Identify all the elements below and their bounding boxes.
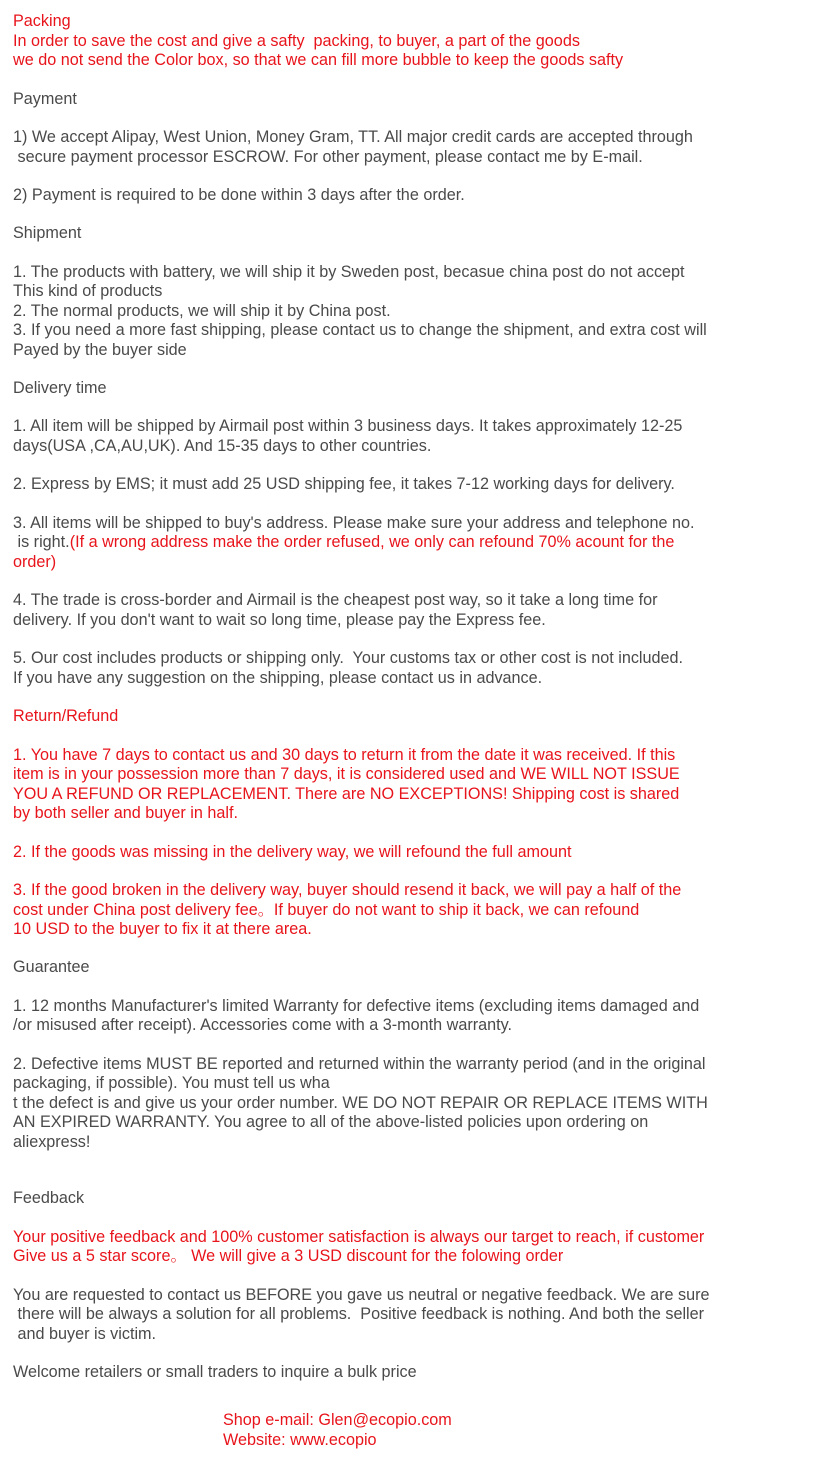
text-line bbox=[13, 669, 542, 689]
text-line bbox=[13, 958, 90, 978]
text-line bbox=[13, 1074, 330, 1094]
line-text: order) bbox=[13, 553, 57, 571]
text-line bbox=[13, 765, 680, 785]
line-text: In order to save the cost and give a safty packing, to buyer, a part of the goods bbox=[13, 32, 580, 50]
text-line bbox=[13, 12, 71, 32]
shop-website: Website: www.ecopio bbox=[223, 1431, 377, 1449]
line-text: 1. You have 7 days to contact us and 30 days to return it from the date it was received. If this bbox=[13, 746, 676, 764]
text-line bbox=[13, 881, 681, 901]
line-text: Feedback bbox=[13, 1189, 85, 1207]
text-line bbox=[13, 302, 391, 322]
text-line bbox=[13, 128, 693, 148]
line-text: Payment bbox=[13, 90, 77, 108]
line-text: Shipment bbox=[13, 224, 82, 242]
text-line bbox=[13, 1189, 84, 1209]
line-text: This kind of products bbox=[13, 282, 163, 300]
text-line bbox=[13, 1133, 90, 1153]
text-line bbox=[13, 341, 187, 361]
line-text: Return/Refund bbox=[13, 707, 119, 725]
line-text: 2) Payment is required to be done within 3 days after the order. bbox=[13, 186, 465, 204]
line-text: 2. If the goods was missing in the delivery way, we will refound the full amount bbox=[13, 843, 572, 861]
line-text: delivery. If you don't want to wait so long time, please pay the Express fee. bbox=[13, 611, 546, 629]
line-text: is right. bbox=[13, 533, 70, 551]
text-line bbox=[13, 1094, 708, 1114]
line-text: there will be always a solution for all problems. Positive feedback is nothing. And both the seller bbox=[13, 1305, 705, 1323]
text-line bbox=[13, 1363, 417, 1383]
line-text: 1. The products with battery, we will ship it by Sweden post, becasue china post do not accept bbox=[13, 263, 685, 281]
text-line bbox=[13, 379, 107, 399]
line-text: t the defect is and give us your order number. WE DO NOT REPAIR OR REPLACE ITEMS WITH bbox=[13, 1094, 708, 1112]
line-text: /or misused after receipt). Accessories come with a 3-month warranty. bbox=[13, 1016, 512, 1034]
text-line bbox=[13, 785, 679, 805]
text-line bbox=[13, 437, 431, 457]
line-text: 1) We accept Alipay, West Union, Money Gram, TT. All major credit cards are accepted through bbox=[13, 128, 693, 146]
text-line bbox=[13, 224, 81, 244]
line-text: Packing bbox=[13, 12, 71, 30]
text-line bbox=[13, 1228, 704, 1248]
line-text: If you have any suggestion on the shipping, please contact us in advance. bbox=[13, 669, 543, 687]
text-line bbox=[13, 321, 707, 341]
text-line bbox=[13, 148, 643, 168]
line-text: we do not send the Color box, so that we can fill more bubble to keep the goods safty bbox=[13, 51, 624, 69]
text-line bbox=[13, 553, 56, 573]
line-text: 2. The normal products, we will ship it by China post. bbox=[13, 302, 391, 320]
text-line bbox=[13, 1055, 706, 1075]
line-text: Payed by the buyer side bbox=[13, 341, 187, 359]
text-line bbox=[13, 1113, 648, 1133]
text-line bbox=[13, 51, 623, 71]
text-line bbox=[13, 1305, 704, 1325]
text-line bbox=[13, 263, 685, 283]
line-text: Give us a 5 star score。 We will give a 3 USD discount for the folowing order bbox=[13, 1247, 564, 1265]
line-text: AN EXPIRED WARRANTY. You agree to all of the above-listed policies upon ordering on bbox=[13, 1113, 649, 1131]
text-line bbox=[13, 746, 675, 766]
text-line bbox=[13, 901, 639, 921]
line-text: 2. Defective items MUST BE reported and returned within the warranty period (and in the original bbox=[13, 1055, 706, 1073]
text-line bbox=[13, 997, 699, 1017]
line-text: 4. The trade is cross-border and Airmail is the cheapest post way, so it take a long time for bbox=[13, 591, 658, 609]
text-line bbox=[13, 1247, 563, 1267]
line-text: 10 USD to the buyer to fix it at there area. bbox=[13, 920, 312, 938]
text-line bbox=[13, 32, 580, 52]
line-text: cost under China post delivery fee。If buyer do not want to ship it back, we can refound bbox=[13, 901, 640, 919]
text-line bbox=[13, 591, 658, 611]
line-text: item is in your possession more than 7 days, it is considered used and WE WILL NOT ISSUE bbox=[13, 765, 680, 783]
line-text: 3. All items will be shipped to buy's address. Please make sure your address and telephone no. bbox=[13, 514, 695, 532]
text-line bbox=[13, 514, 695, 534]
text-line bbox=[13, 920, 312, 940]
text-line bbox=[13, 1325, 156, 1345]
line-text: secure payment processor ESCROW. For other payment, please contact me by E-mail. bbox=[13, 148, 643, 166]
line-text: 3. If the good broken in the delivery way, buyer should resend it back, we will pay a half of the bbox=[13, 881, 682, 899]
text-line bbox=[13, 475, 675, 495]
line-text: You are requested to contact us BEFORE you gave us neutral or negative feedback. We are sure bbox=[13, 1286, 710, 1304]
text-line bbox=[13, 533, 674, 553]
line-text: Delivery time bbox=[13, 379, 107, 397]
line-text: by both seller and buyer in half. bbox=[13, 804, 238, 822]
line-text: aliexpress! bbox=[13, 1133, 91, 1151]
shop-email: Shop e-mail: Glen@ecopio.com bbox=[223, 1411, 452, 1429]
line-text: YOU A REFUND OR REPLACEMENT. There are NO EXCEPTIONS! Shipping cost is shared bbox=[13, 785, 680, 803]
line-text: Guarantee bbox=[13, 958, 90, 976]
text-line bbox=[13, 1016, 512, 1036]
line-warning-text: (If a wrong address make the order refused, we only can refound 70% acount for the bbox=[69, 533, 675, 551]
text-line bbox=[13, 611, 546, 631]
text-line bbox=[13, 804, 238, 824]
line-text: and buyer is victim. bbox=[13, 1325, 157, 1343]
text-line bbox=[13, 186, 465, 206]
line-text: 1. All item will be shipped by Airmail post within 3 business days. It takes approximately 12-25 bbox=[13, 417, 683, 435]
text-line bbox=[13, 417, 682, 437]
line-text: 3. If you need a more fast shipping, please contact us to change the shipment, and extra cost will bbox=[13, 321, 707, 339]
line-text: 1. 12 months Manufacturer's limited Warranty for defective items (excluding items damaged and bbox=[13, 997, 700, 1015]
text-line bbox=[13, 707, 118, 727]
line-text: 5. Our cost includes products or shipping only. Your customs tax or other cost is not included. bbox=[13, 649, 684, 667]
line-text: Welcome retailers or small traders to inquire a bulk price bbox=[13, 1363, 417, 1381]
text-line bbox=[13, 1286, 709, 1306]
text-line bbox=[13, 843, 571, 863]
line-text: Your positive feedback and 100% customer satisfaction is always our target to reach, if customer bbox=[13, 1228, 705, 1246]
line-text: 2. Express by EMS; it must add 25 USD shipping fee, it takes 7-12 working days for delivery. bbox=[13, 475, 675, 493]
text-line bbox=[13, 282, 162, 302]
text-line bbox=[13, 649, 683, 669]
text-line bbox=[13, 90, 77, 110]
line-text: packaging, if possible). You must tell us wha bbox=[13, 1074, 330, 1092]
line-text: days(USA ,CA,AU,UK). And 15-35 days to other countries. bbox=[13, 437, 432, 455]
